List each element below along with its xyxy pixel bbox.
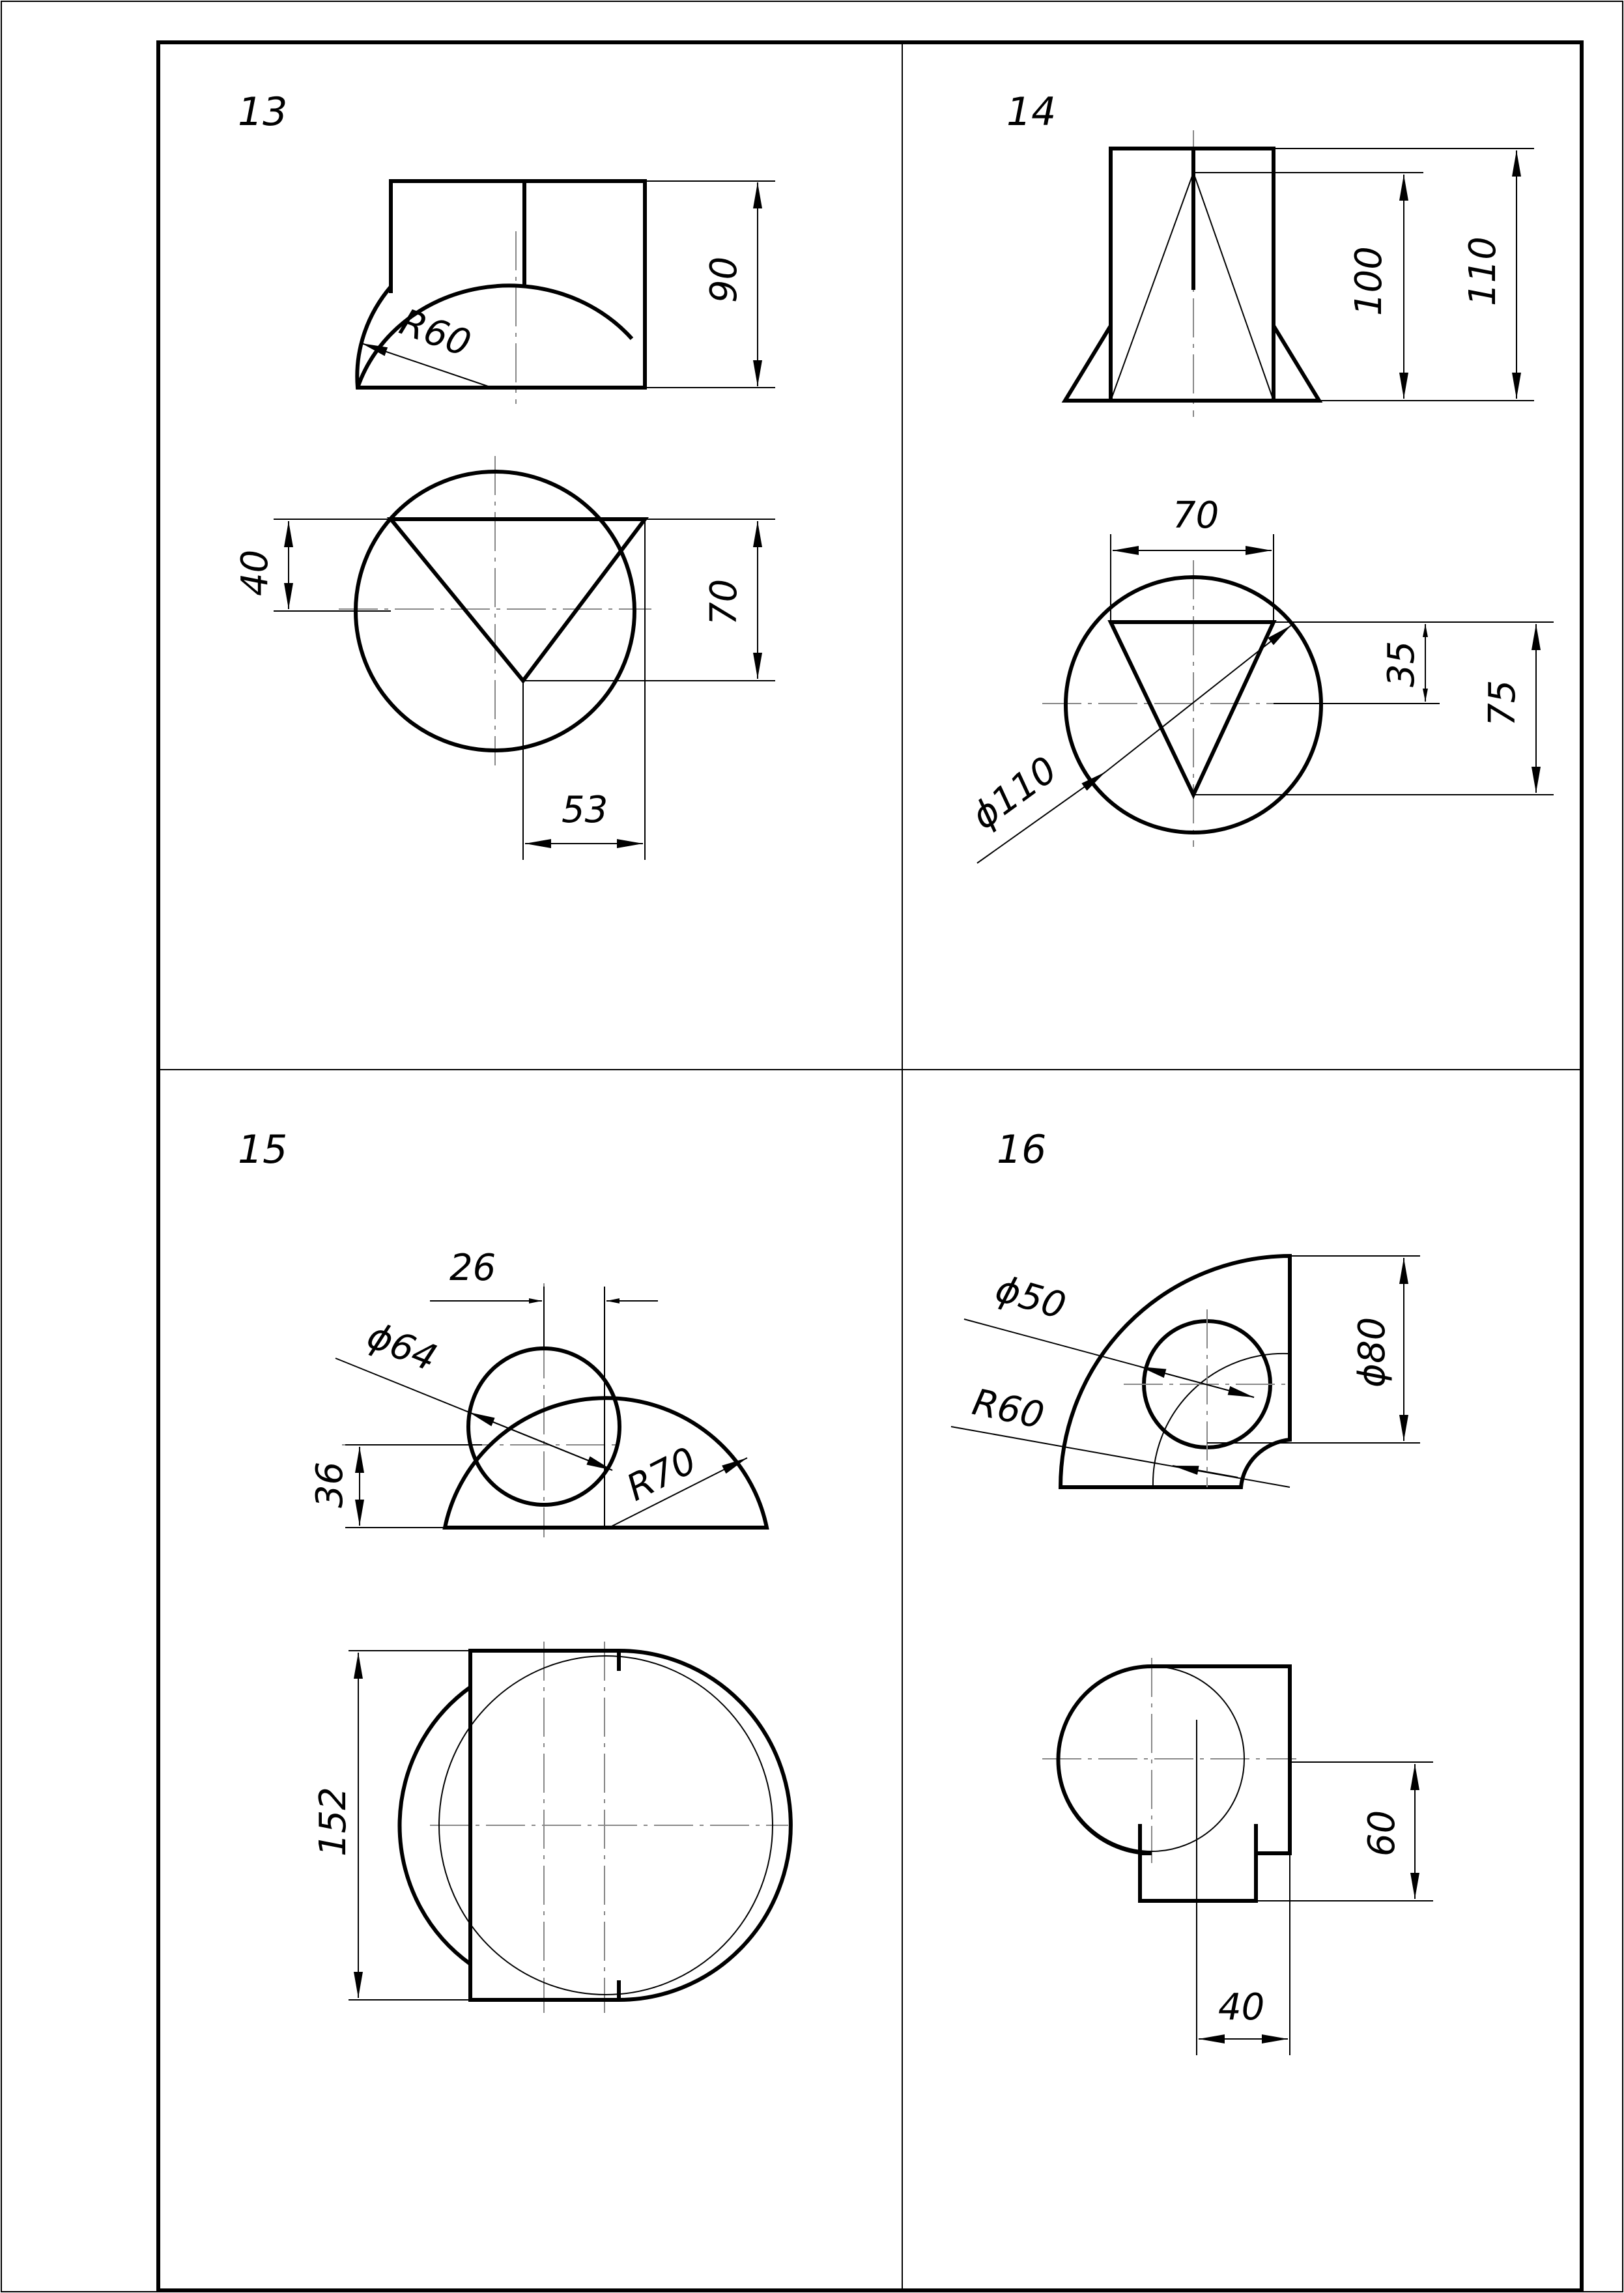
dim-dia110: ϕ110 [964,748,1065,838]
dim-r60: R60 [969,1381,1048,1438]
panel-16-top-view [1042,1658,1433,2055]
dim-70-top: 70 [1173,494,1219,537]
panel-14 [964,89,1554,863]
panel-number-16: 16 [997,1127,1047,1173]
dim-r60: R60 [394,301,476,365]
dim-60: 60 [1361,1810,1403,1857]
panel-16-front-view [951,1256,1420,1487]
panel-13 [234,89,775,860]
panel-16 [951,1127,1433,2055]
drawing-frame [158,42,1582,2290]
dim-110: 110 [1462,236,1504,306]
dim-dia64: ϕ64 [361,1314,443,1380]
panel-15-top-view [312,1642,791,2013]
dim-40: 40 [234,549,276,596]
dim-36: 36 [309,1461,351,1508]
dim-40-top: 40 [1218,1986,1265,2029]
dim-70: 70 [703,578,745,625]
panel-13-front-view [357,181,775,404]
dim-90: 90 [703,256,745,303]
panel-14-top-view [964,494,1554,863]
dim-100: 100 [1348,246,1390,316]
dim-152: 152 [312,1787,354,1857]
panel-number-14: 14 [1006,89,1057,135]
dim-dia80: ϕ80 [1351,1317,1393,1388]
dim-53: 53 [562,789,608,831]
dim-26: 26 [449,1247,496,1289]
panel-15-front-view [309,1247,767,1537]
panel-13-top-view [234,456,775,860]
dim-75: 75 [1481,679,1524,726]
panel-number-13: 13 [238,89,288,135]
dim-dia50: ϕ50 [991,1267,1071,1328]
dim-35: 35 [1380,640,1423,687]
dim-r70: R70 [620,1439,704,1510]
panel-number-15: 15 [238,1127,288,1173]
panel-15 [238,1127,791,2013]
panel-14-front-view [1065,130,1534,417]
